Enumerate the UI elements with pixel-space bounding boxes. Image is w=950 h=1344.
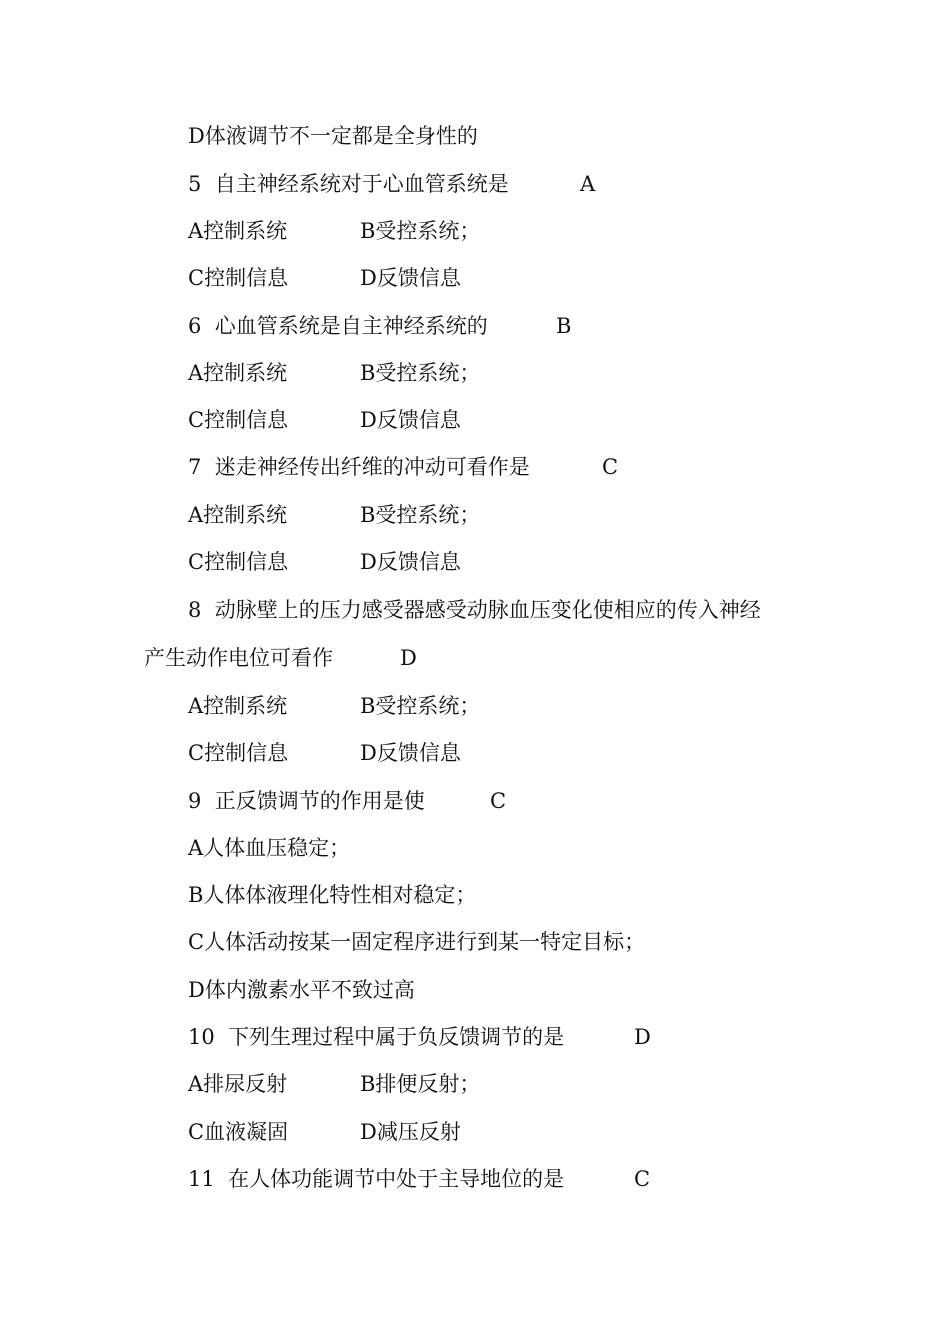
answer-letter: D [400,646,417,670]
question-8-continued [144,646,417,670]
answer-letter: B [556,314,572,338]
option-b: B排便反射； [360,1072,481,1096]
option-d: D反馈信息 [360,266,461,290]
option-line [188,930,645,954]
options-row [188,550,461,574]
question-7 [188,455,619,479]
option-c: C人体活动按某一固定程序进行到某一特定目标； [188,930,646,954]
text-line [188,124,478,148]
option-b: B受控系统； [360,361,481,385]
answer-letter: C [634,1167,651,1191]
option-a: A人体血压稳定； [188,836,351,860]
option-d: D反馈信息 [360,408,461,432]
option-line [188,978,415,1002]
options-row [188,503,481,527]
question-text: 10 下列生理过程中属于负反馈调节的是 [188,1025,565,1049]
option-a: A控制系统 [188,361,288,385]
options-row [188,1120,461,1144]
answer-letter: A [580,172,596,196]
options-row [188,694,481,718]
option-c: C控制信息 [188,741,289,765]
question-text: 11 在人体功能调节中处于主导地位的是 [188,1167,565,1191]
option-line [188,883,476,907]
question-5 [188,172,596,196]
option-a: A控制系统 [188,219,288,243]
answer-letter: C [490,789,507,813]
options-row [188,219,481,243]
option-b: B人体体液理化特性相对稳定； [188,883,477,907]
option-b: B受控系统； [360,694,481,718]
question-text: 6 心血管系统是自主神经系统的 [188,314,488,338]
answer-letter: D [634,1025,651,1049]
question-text: 9 正反馈调节的作用是使 [188,789,425,813]
option-c: C控制信息 [188,266,289,290]
option-a: A控制系统 [188,503,288,527]
question-10 [188,1025,651,1049]
option-d: D反馈信息 [360,741,461,765]
option-d: D减压反射 [360,1120,461,1144]
question-text: 产生动作电位可看作 [144,646,333,670]
option-d: D反馈信息 [360,550,461,574]
options-row [188,741,461,765]
options-row [188,361,481,385]
option-line [188,836,350,860]
answer-letter: C [602,455,619,479]
question-text: 7 迷走神经传出纤维的冲动可看作是 [188,455,530,479]
option-c: C控制信息 [188,408,289,432]
option-c: C控制信息 [188,550,289,574]
option-a: A控制系统 [188,694,288,718]
option-c: C血液凝固 [188,1120,289,1144]
option-a: A排尿反射 [188,1072,288,1096]
option-d-text: D体液调节不一定都是全身性的 [188,124,478,148]
option-b: B受控系统； [360,219,481,243]
question-9 [188,789,507,813]
options-row [188,266,461,290]
question-8 [188,598,761,622]
question-11 [188,1167,651,1191]
option-b: B受控系统； [360,503,481,527]
option-d: D体内激素水平不致过高 [188,978,415,1002]
options-row [188,1072,481,1096]
question-text: 5 自主神经系统对于心血管系统是 [188,172,509,196]
question-6 [188,314,572,338]
question-text: 8 动脉壁上的压力感受器感受动脉血压变化使相应的传入神经 [188,598,761,622]
options-row [188,408,461,432]
